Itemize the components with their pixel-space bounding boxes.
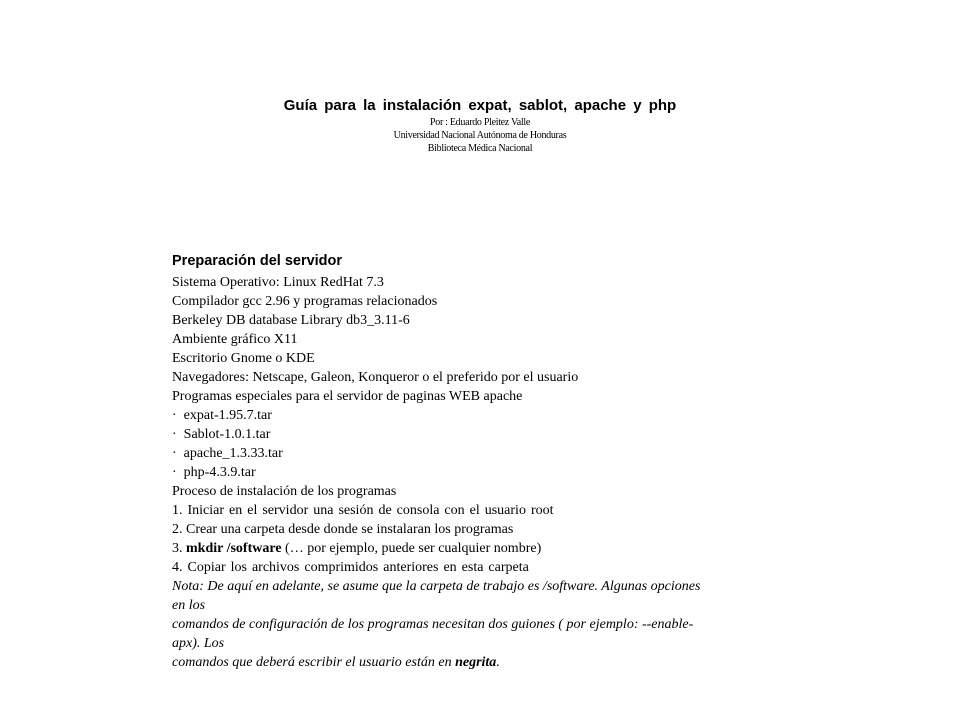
step-2: 2. Crear una carpeta desde donde se instalaran los programas — [172, 522, 514, 537]
requirement-line: Ambiente gráfico X11 — [172, 332, 298, 347]
bullet-icon: · — [172, 465, 177, 480]
requirement-line: Escritorio Gnome o KDE — [172, 351, 315, 366]
note-line: comandos de configuración de los programas necesitan dos guiones ( por ejemplo: --enable- — [172, 617, 694, 632]
package-name: php-4.3.9.tar — [183, 465, 256, 480]
author-line: Por : Eduardo Pleitez Valle — [429, 117, 531, 128]
package-name: apache_1.3.33.tar — [183, 446, 283, 461]
package-name: Sablot-1.0.1.tar — [183, 427, 271, 442]
bullet-icon: · — [172, 446, 177, 461]
document-header — [0, 96, 960, 155]
step-4: 4. Copiar los archivos comprimidos anteriores en esta carpeta — [172, 560, 529, 575]
note-bold-word: negrita — [455, 655, 497, 670]
bullet-icon: · — [172, 427, 177, 442]
section-heading: Preparación del servidor — [172, 253, 343, 269]
step-3-command: mkdir /software — [186, 541, 282, 556]
requirement-line: Navegadores: Netscape, Galeon, Konqueror o el preferido por el usuario — [172, 370, 579, 385]
package-item — [172, 425, 782, 444]
requirement-line: Programas especiales para el servidor de paginas WEB apache — [172, 389, 523, 404]
package-name: expat-1.95.7.tar — [183, 408, 272, 423]
note-line: Nota: De aquí en adelante, se asume que la carpeta de trabajo es /software. Algunas opciones — [172, 579, 701, 594]
document-title: Guía para la instalación expat, sablot, apache y php — [283, 97, 677, 114]
requirement-line: Compilador gcc 2.96 y programas relacionados — [172, 294, 438, 309]
step-1: 1. Iniciar en el servidor una sesión de consola con el usuario root — [172, 503, 554, 518]
note-block — [172, 577, 782, 672]
process-title: Proceso de instalación de los programas — [172, 484, 397, 499]
note-line-suffix: . — [496, 655, 500, 670]
package-item — [172, 463, 782, 482]
step-3 — [172, 539, 782, 558]
step-3-prefix: 3. — [172, 541, 186, 556]
requirement-line: Berkeley DB database Library db3_3.11-6 — [172, 313, 410, 328]
package-item — [172, 444, 782, 463]
document-body — [172, 250, 782, 672]
package-item — [172, 406, 782, 425]
library-line: Biblioteca Médica Nacional — [427, 143, 533, 154]
note-line — [172, 653, 782, 672]
note-line: en los — [172, 598, 206, 613]
step-3-suffix: (… por ejemplo, puede ser cualquier nombre) — [281, 541, 542, 556]
requirement-line: Sistema Operativo: Linux RedHat 7.3 — [172, 275, 384, 290]
note-line: apx). Los — [172, 636, 225, 651]
bullet-icon: · — [172, 408, 177, 423]
university-line: Universidad Nacional Autónoma de Honduras — [393, 130, 567, 141]
note-line-prefix: comandos que deberá escribir el usuario están en — [172, 655, 456, 670]
